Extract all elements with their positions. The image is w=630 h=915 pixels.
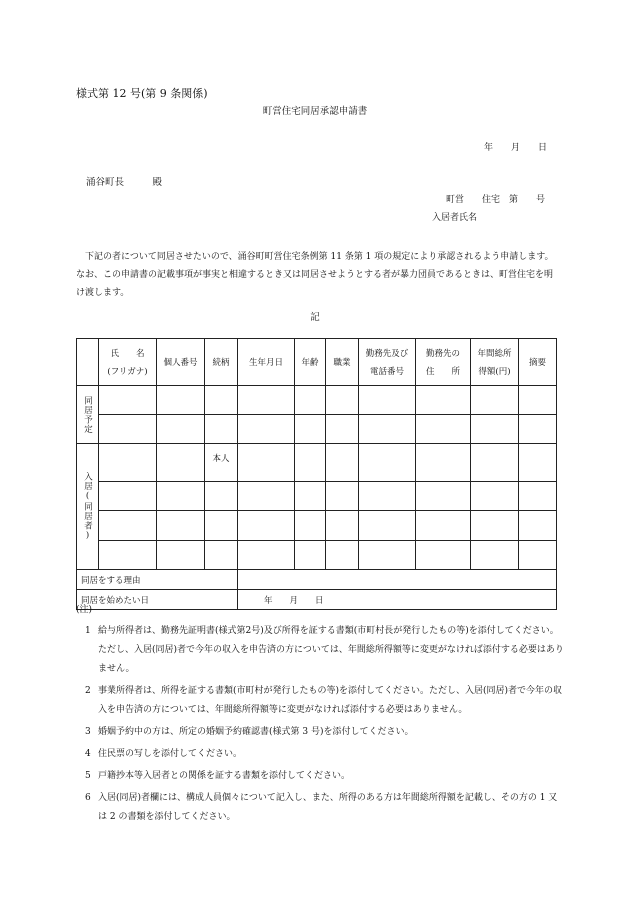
date-line: 年 月 日: [484, 143, 548, 153]
relation-self: 本人: [205, 444, 238, 482]
cell-input[interactable]: [471, 415, 519, 444]
cell-input[interactable]: [238, 540, 295, 570]
cell-input[interactable]: [99, 540, 157, 570]
header-income: [471, 339, 519, 386]
cell-input[interactable]: [205, 511, 238, 541]
cell-input[interactable]: [99, 386, 157, 415]
cell-input[interactable]: [471, 386, 519, 415]
cell-input[interactable]: [157, 540, 205, 570]
cell-input[interactable]: [326, 415, 359, 444]
cell-input[interactable]: [359, 415, 416, 444]
header-remarks: 摘要: [519, 339, 557, 386]
group-label-cohabit-text: 同居予定: [82, 395, 93, 434]
cell-input[interactable]: [519, 481, 557, 511]
header-occupation: 職業: [326, 339, 359, 386]
header-name: [99, 339, 157, 386]
note-text: 入居(同居)者欄には、構成人員個々について記入し、また、所得のある方は年間総所得額を記載し、その方の 1 又は 2 の書類を添付してください。: [98, 793, 558, 822]
request-body: 下記の者について同居させたいので、涌谷町町営住宅条例第 11 条第 1 項の規定により承認されるよう申請します。 なお、この申請書の記載事項が事実と相違するとき又は同居させようとする者が暴力団員であるときは、町営住宅を明け渡します。: [76, 252, 559, 298]
cell-input[interactable]: [326, 444, 359, 482]
note-text: 住民票の写しを添付してください。: [98, 749, 243, 759]
cell-input[interactable]: [99, 511, 157, 541]
header-work-address: [416, 339, 471, 386]
note-item: [76, 723, 566, 742]
header-blank: [77, 339, 99, 386]
note-number: 2: [85, 686, 91, 696]
table-row: [77, 540, 557, 570]
table-row: [77, 511, 557, 541]
note-number: 1: [85, 626, 91, 636]
note-number: 6: [85, 793, 91, 803]
cell-input[interactable]: [238, 481, 295, 511]
header-workplace-line2: 電話番号: [369, 367, 404, 377]
cell-input[interactable]: [326, 511, 359, 541]
cell-input[interactable]: [238, 444, 295, 482]
applicant-name-label: 入居者氏名: [432, 213, 478, 223]
cell-input[interactable]: [519, 511, 557, 541]
note-text: 給与所得者は、勤務先証明書(様式第2号)及び所得を証する書類(市町村長が発行したもの等)を添付してください。ただし、入居(同居)者で今年の収入を申告済の方については、年間総所得額等に変更がなければ添付する必要はありません。: [98, 626, 564, 674]
note-number: 5: [85, 771, 91, 781]
cell-input[interactable]: [99, 444, 157, 482]
cell-input[interactable]: [157, 415, 205, 444]
cell-input[interactable]: [359, 540, 416, 570]
header-age: 年齢: [295, 339, 326, 386]
group-label-resident: [77, 444, 99, 570]
cell-input[interactable]: [359, 386, 416, 415]
cell-input[interactable]: [359, 444, 416, 482]
start-date-input[interactable]: 年 月 日: [238, 590, 557, 610]
form-number: 様式第 12 号(第 9 条関係): [76, 87, 208, 100]
note-item: [76, 622, 566, 679]
header-birthdate: 生年月日: [238, 339, 295, 386]
header-furigana-label: (フリガナ): [107, 367, 148, 377]
table-row: [77, 481, 557, 511]
cohabitant-table: [76, 338, 557, 610]
header-work-address-line1: 勤務先の: [425, 349, 460, 359]
cell-input[interactable]: [416, 540, 471, 570]
cell-input[interactable]: [471, 511, 519, 541]
notes-section: [76, 606, 566, 830]
note-text: 戸籍抄本等入居者との関係を証する書類を添付してください。: [98, 771, 351, 781]
reason-input[interactable]: [238, 570, 557, 590]
group-label-cohabit: [77, 386, 99, 444]
cell-input[interactable]: [99, 415, 157, 444]
cell-input[interactable]: [519, 444, 557, 482]
note-number: 4: [85, 749, 91, 759]
cell-input[interactable]: [157, 386, 205, 415]
table-row: [77, 386, 557, 415]
cell-input[interactable]: [416, 481, 471, 511]
cell-input[interactable]: [416, 444, 471, 482]
note-text: 婚姻予約中の方は、所定の婚姻予約確認書(様式第 3 号)を添付してください。: [98, 727, 414, 737]
cell-input[interactable]: [205, 386, 238, 415]
table-row: [77, 415, 557, 444]
cell-input[interactable]: [295, 444, 326, 482]
cell-input[interactable]: [416, 415, 471, 444]
cell-input[interactable]: [157, 444, 205, 482]
cell-input[interactable]: [157, 511, 205, 541]
header-personal-number: 個人番号: [157, 339, 205, 386]
cell-input[interactable]: [295, 415, 326, 444]
cell-input[interactable]: [295, 511, 326, 541]
cell-input[interactable]: [326, 386, 359, 415]
group-label-resident-text: 入居(同居者): [82, 471, 93, 542]
cell-input[interactable]: [205, 540, 238, 570]
cell-input[interactable]: [238, 415, 295, 444]
cell-input[interactable]: [157, 481, 205, 511]
header-work-address-line2: 住 所: [425, 367, 460, 377]
note-item: [76, 682, 566, 720]
cell-input[interactable]: [519, 415, 557, 444]
ki-heading: 記: [310, 312, 320, 323]
cell-input[interactable]: [471, 444, 519, 482]
table-row: [77, 444, 557, 482]
cell-input[interactable]: [326, 481, 359, 511]
cell-input[interactable]: [471, 481, 519, 511]
header-workplace: [359, 339, 416, 386]
notes-title: (注): [76, 605, 93, 615]
header-relation: 続柄: [205, 339, 238, 386]
cell-input[interactable]: [238, 511, 295, 541]
cell-input[interactable]: [295, 481, 326, 511]
header-income-line2: 得額(円): [478, 367, 511, 377]
note-text: 事業所得者は、所得を証する書類(市町村が発行したもの等)を添付してください。ただし、入居(同居)者で今年の収入を申告済の方については、年間総所得額等に変更がなければ添付する必要はありません。: [98, 686, 563, 715]
document-title: 町営住宅同居承認申請書: [262, 106, 368, 117]
cell-input[interactable]: [99, 481, 157, 511]
cell-input[interactable]: [519, 386, 557, 415]
cell-input[interactable]: [416, 511, 471, 541]
header-income-line1: 年間総所: [477, 349, 512, 359]
applicant-address: 町営 住宅 第 号: [446, 195, 546, 205]
header-name-label: 氏 名: [110, 349, 145, 359]
cell-input[interactable]: [205, 415, 238, 444]
reason-row: [77, 570, 557, 590]
cell-input[interactable]: [295, 386, 326, 415]
cell-input[interactable]: [471, 540, 519, 570]
note-item: [76, 789, 566, 827]
note-item: [76, 745, 566, 764]
addressee: 涌谷町長 殿: [86, 177, 163, 188]
cell-input[interactable]: [326, 540, 359, 570]
table-header-row: [77, 339, 557, 386]
reason-label: 同居をする理由: [77, 570, 238, 590]
cell-input[interactable]: [359, 511, 416, 541]
cell-input[interactable]: [519, 540, 557, 570]
cell-input[interactable]: [295, 540, 326, 570]
cell-input[interactable]: [416, 386, 471, 415]
cell-input[interactable]: [238, 386, 295, 415]
header-workplace-line1: 勤務先及び: [365, 349, 409, 359]
cell-input[interactable]: [359, 481, 416, 511]
start-date-label: 同居を始めたい日: [77, 590, 238, 610]
note-number: 3: [85, 727, 91, 737]
note-item: [76, 767, 566, 786]
cell-input[interactable]: [205, 481, 238, 511]
